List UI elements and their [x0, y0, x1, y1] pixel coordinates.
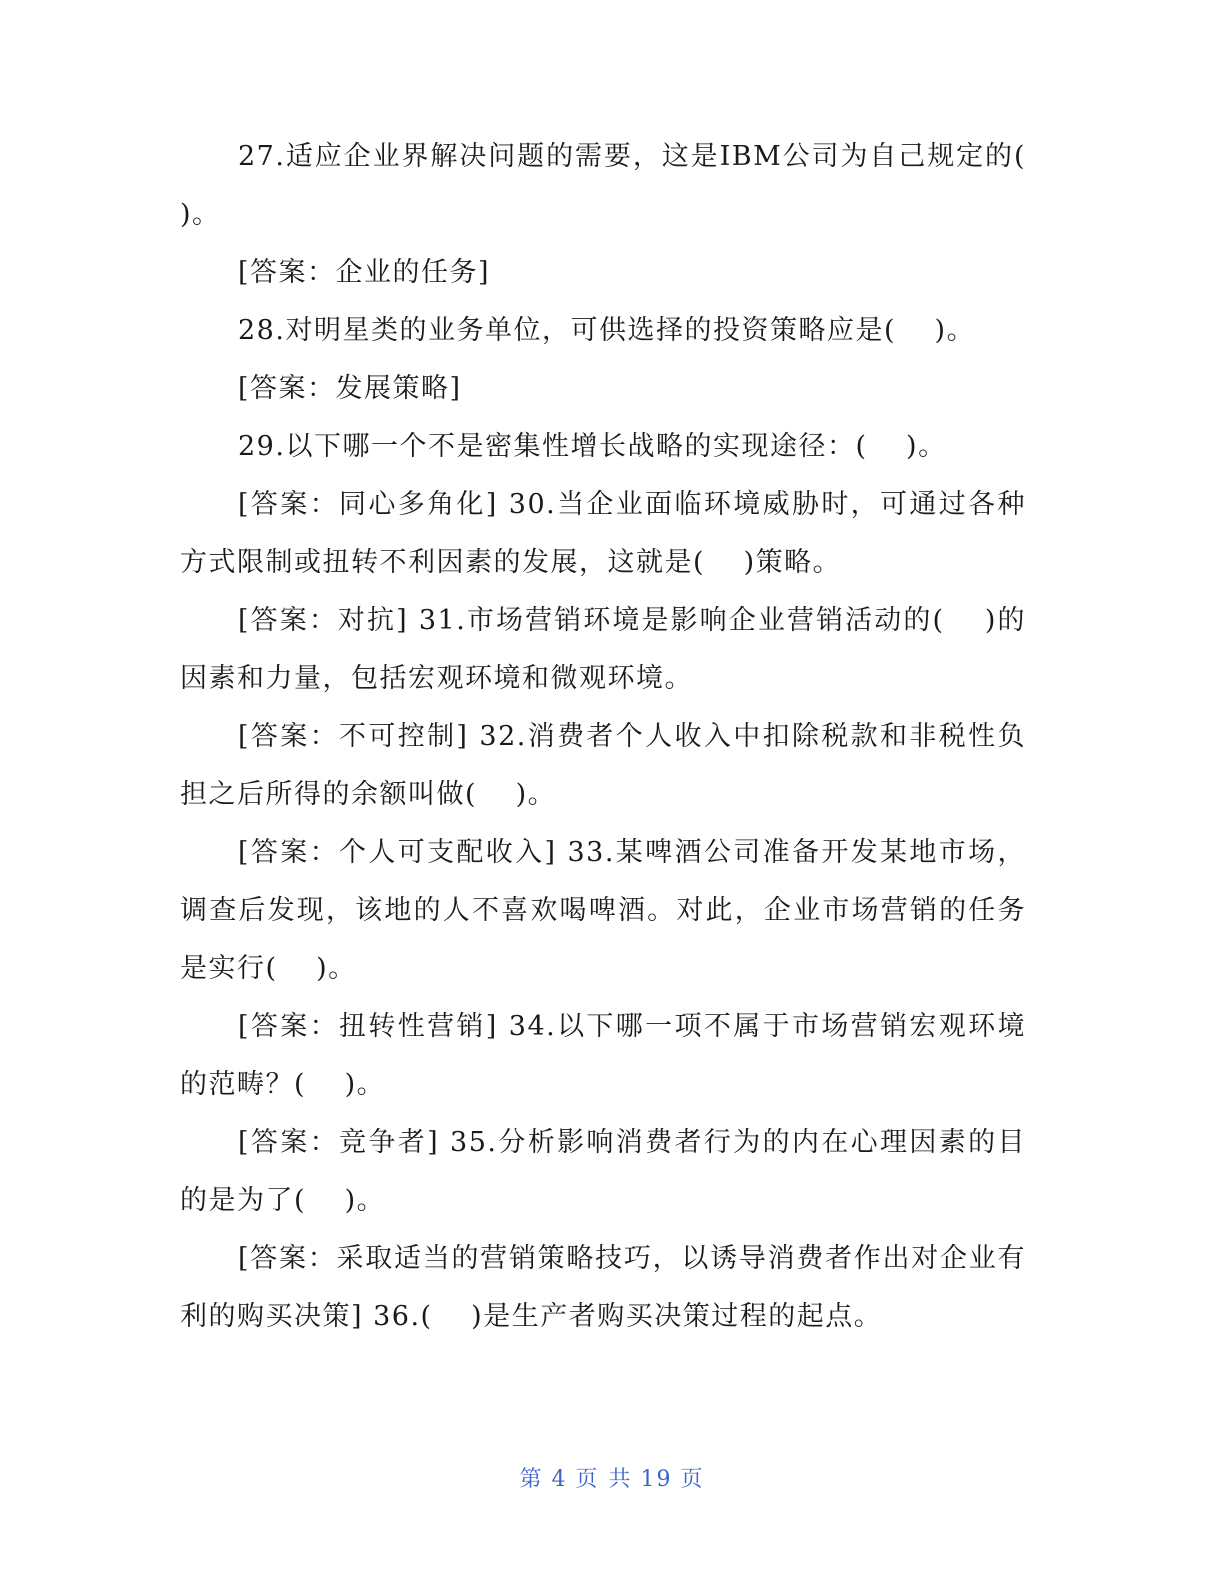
footer-total-pages: 19 — [640, 1467, 673, 1492]
footer-middle: 页 共 — [575, 1467, 633, 1492]
document-body — [180, 128, 1065, 1346]
footer-page-number: 4 — [551, 1467, 568, 1492]
page-footer — [0, 1462, 1224, 1493]
paragraph-q28: 28.对明星类的业务单位，可供选择的投资策略应是( )。 — [238, 315, 976, 346]
footer-prefix: 第 — [519, 1467, 544, 1492]
paragraph-q29: 29.以下哪一个不是密集性增长战略的实现途径：( )。 — [238, 431, 947, 462]
paragraph-answer-32-q33: [答案：个人可支配收入] 33.某啤酒公司准备开发某地市场，调查后发现，该地的人不喜欢喝啤酒。对此，企业市场营销的任务是实行( )。 — [180, 837, 1026, 984]
paragraph-answer-34-q35: [答案：竞争者] 35.分析影响消费者行为的内在心理因素的目的是为了( )。 — [180, 1127, 1026, 1216]
paragraph-answer-30-q31: [答案：对抗] 31.市场营销环境是影响企业营销活动的( )的因素和力量，包括宏观环境和微观环境。 — [180, 605, 1026, 694]
paragraph-q27: 27.适应企业界解决问题的需要，这是IBM公司为自己规定的( )。 — [180, 141, 1065, 230]
paragraph-answer-33-q34: [答案：扭转性营销] 34.以下哪一项不属于市场营销宏观环境的范畴？( )。 — [180, 1011, 1026, 1100]
paragraph-answer-31-q32: [答案：不可控制] 32.消费者个人收入中扣除税款和非税性负担之后所得的余额叫做( )。 — [180, 721, 1026, 810]
paragraph-answer-28: [答案：发展策略] — [238, 373, 462, 404]
paragraph-answer-27: [答案：企业的任务] — [238, 257, 491, 288]
paragraph-answer-35-q36: [答案：采取适当的营销策略技巧，以诱导消费者作出对企业有利的购买决策] 36.( )是生产者购买决策过程的起点。 — [180, 1243, 1026, 1332]
footer-suffix: 页 — [680, 1467, 705, 1492]
paragraph-answer-29-q30: [答案：同心多角化] 30.当企业面临环境威胁时，可通过各种方式限制或扭转不利因素的发展，这就是( )策略。 — [180, 489, 1026, 578]
